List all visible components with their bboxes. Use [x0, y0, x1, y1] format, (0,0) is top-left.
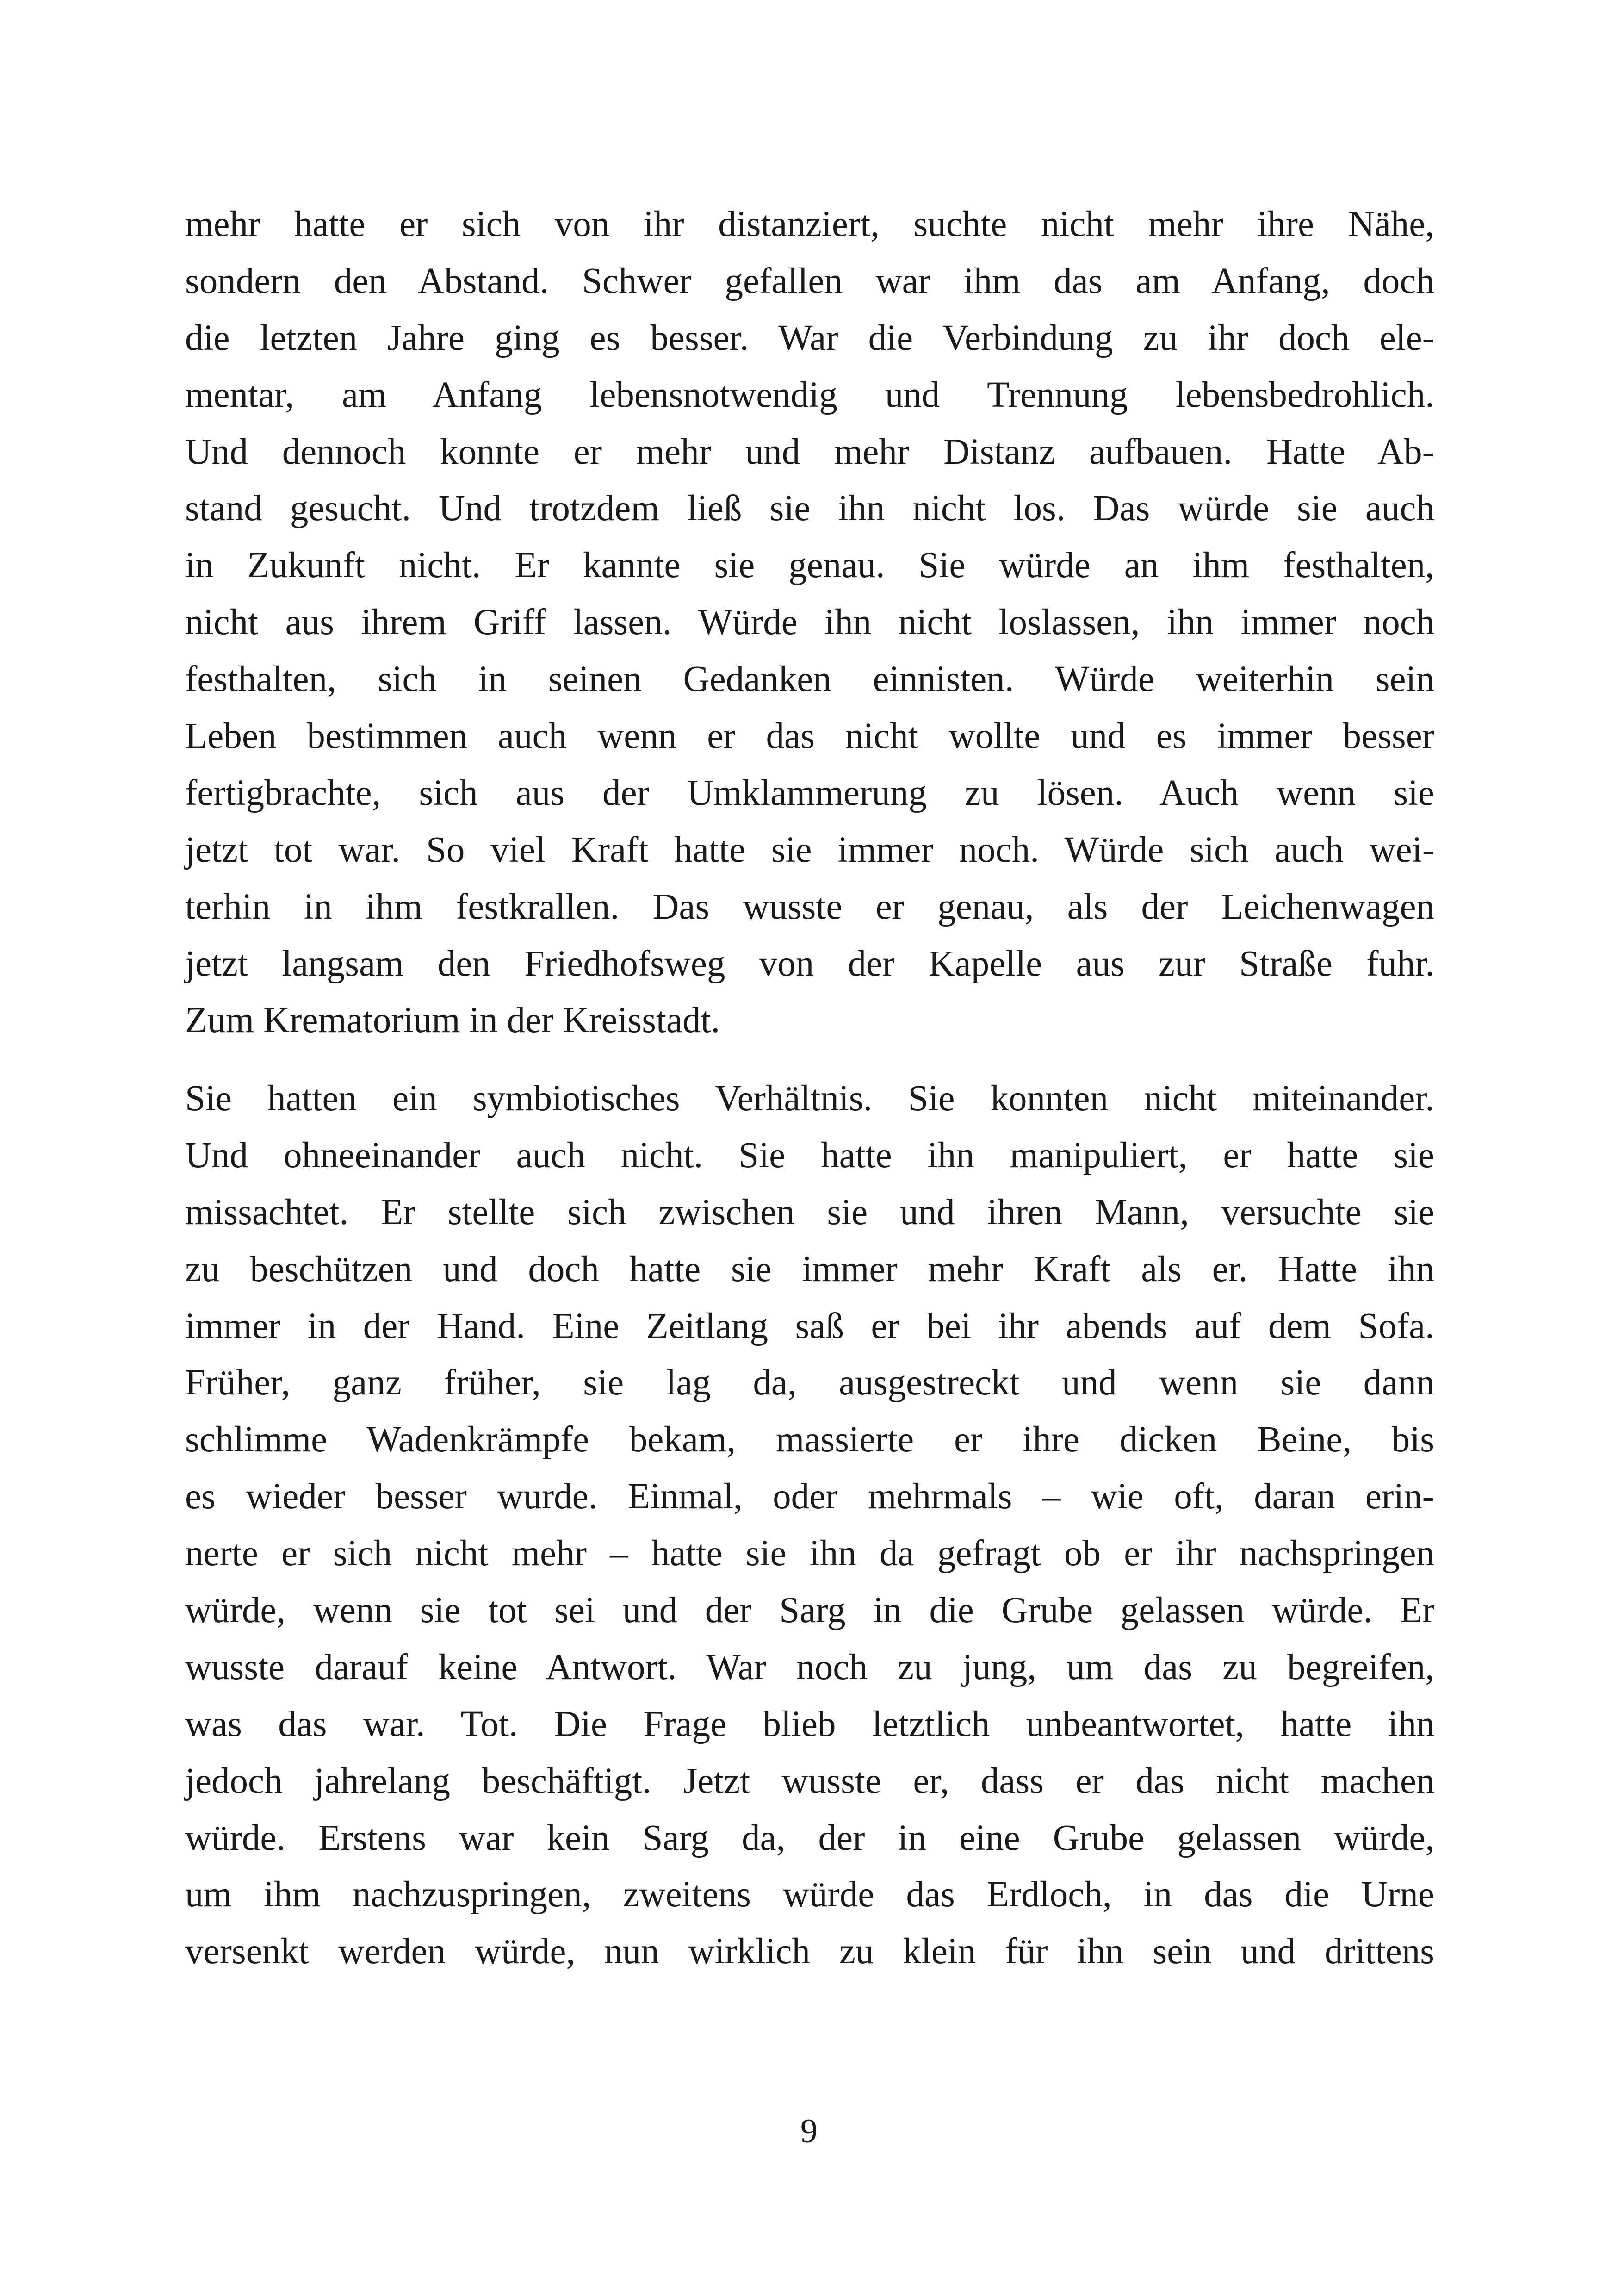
- text-line: stand gesucht. Und trotzdem ließ sie ihn nicht los. Das würde sie auch: [185, 488, 1434, 529]
- text-line: zu beschützen und doch hatte sie immer mehr Kraft als er. Hatte ihn: [185, 1249, 1434, 1289]
- text-line: Früher, ganz früher, sie lag da, ausgestreckt und wenn sie dann: [185, 1363, 1435, 1403]
- text-line: mentar, am Anfang lebensnotwendig und Trennung lebensbedrohlich.: [185, 374, 1434, 415]
- text-line: terhin in ihm festkrallen. Das wusste er genau, als der Leichenwagen: [185, 886, 1435, 927]
- text-line: was das war. Tot. Die Frage blieb letztlich unbeantwortet, hatte ihn: [185, 1704, 1435, 1744]
- text-line: immer in der Hand. Eine Zeitlang saß er bei ihr abends auf dem Sofa.: [185, 1306, 1434, 1346]
- text-line: fertigbrachte, sich aus der Umklammerung zu lösen. Auch wenn sie: [185, 772, 1434, 813]
- text-line: Und dennoch konnte er mehr und mehr Distanz aufbauen. Hatte Ab-: [185, 431, 1434, 472]
- text-line: jetzt langsam den Friedhofsweg von der Kapelle aus zur Straße fuhr.: [185, 943, 1435, 984]
- text-line: würde. Erstens war kein Sarg da, der in eine Grube gelassen würde,: [185, 1817, 1435, 1858]
- text-line: um ihm nachzuspringen, zweitens würde das Erdloch, in das die Urne: [185, 1874, 1434, 1915]
- text-line: Und ohneeinander auch nicht. Sie hatte ihn manipuliert, er hatte sie: [185, 1135, 1434, 1176]
- text-line: missachtet. Er stellte sich zwischen sie und ihren Mann, versuchte sie: [185, 1192, 1435, 1232]
- text-line: Zum Krematorium in der Kreisstadt.: [185, 1000, 720, 1041]
- text-line: jedoch jahrelang beschäftigt. Jetzt wusste er, dass er das nicht machen: [185, 1761, 1435, 1801]
- text-line: Sie hatten ein symbiotisches Verhältnis. Sie konnten nicht miteinander.: [185, 1078, 1434, 1119]
- text-line: wusste darauf keine Antwort. War noch zu jung, um das zu begreifen,: [185, 1647, 1435, 1687]
- text-line: sondern den Abstand. Schwer gefallen war ihm das am Anfang, doch: [185, 261, 1434, 301]
- text-line: die letzten Jahre ging es besser. War die Verbindung zu ihr doch ele-: [185, 317, 1434, 358]
- text-line: jetzt tot war. So viel Kraft hatte sie immer noch. Würde sich auch wei-: [185, 829, 1434, 870]
- paragraph-1: [185, 196, 1434, 1049]
- text-line: nicht aus ihrem Griff lassen. Würde ihn nicht loslassen, ihn immer noch: [185, 602, 1435, 643]
- text-line: schlimme Wadenkrämpfe bekam, massierte er ihre dicken Beine, bis: [185, 1419, 1434, 1460]
- text-line: Leben bestimmen auch wenn er das nicht wollte und es immer besser: [185, 716, 1434, 757]
- text-line: nerte er sich nicht mehr – hatte sie ihn da gefragt ob er ihr nachspringen: [185, 1533, 1434, 1574]
- text-line: mehr hatte er sich von ihr distanziert, suchte nicht mehr ihre Nähe,: [185, 204, 1435, 244]
- text-line: es wieder besser wurde. Einmal, oder mehrmals – wie oft, daran erin-: [185, 1476, 1435, 1517]
- text-line: in Zukunft nicht. Er kannte sie genau. Sie würde an ihm festhalten,: [185, 545, 1434, 586]
- paragraph-2: [185, 1070, 1434, 1980]
- text-line: würde, wenn sie tot sei und der Sarg in die Grube gelassen würde. Er: [185, 1590, 1435, 1631]
- text-line: festhalten, sich in seinen Gedanken einnisten. Würde weiterhin sein: [185, 659, 1434, 700]
- text-line: versenkt werden würde, nun wirklich zu klein für ihn sein und drittens: [185, 1931, 1434, 1972]
- page-number: 9: [800, 2112, 818, 2150]
